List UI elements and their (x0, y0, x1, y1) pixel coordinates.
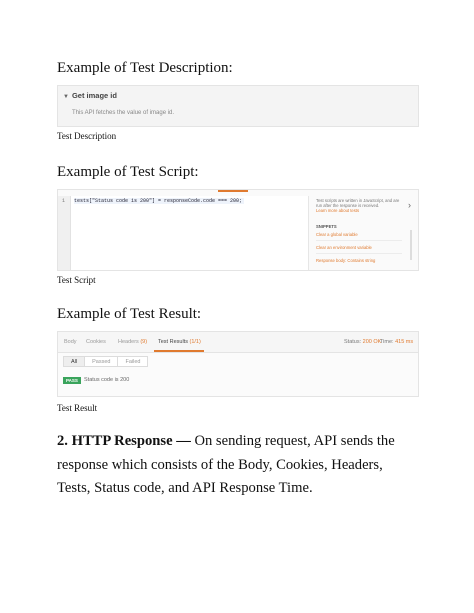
heading-test-description: Example of Test Description: (57, 60, 233, 76)
heading-test-result: Example of Test Result: (57, 306, 202, 322)
heading-test-script: Example of Test Script: (57, 164, 199, 180)
learn-more-link: Learn more about tests (316, 208, 360, 214)
tab-test-results-count: (1/1) (189, 339, 201, 345)
snippet-divider (316, 253, 402, 254)
tab-headers (118, 339, 147, 345)
caption-test-description: Test Description (57, 131, 117, 141)
time-value: 415 ms (395, 339, 414, 345)
snippet-item: Clear an environment variable (316, 245, 372, 250)
status-readout (344, 339, 381, 345)
result-filters (63, 356, 147, 367)
request-title (63, 91, 117, 100)
paragraph-heading: 2. HTTP Response — (57, 433, 191, 449)
caret-down-icon: ▼ (63, 94, 69, 100)
line-number: 1 (62, 198, 66, 204)
snippet-divider (316, 240, 402, 241)
caption-test-result: Test Result (57, 403, 98, 413)
pass-badge: PASS (63, 377, 81, 384)
caption-test-script: Test Script (57, 275, 96, 285)
time-label: Time: (380, 339, 394, 345)
active-tab-indicator (154, 350, 204, 352)
request-name: Get image id (71, 91, 117, 100)
paragraph-text: On sending request, API sends the response which consists of the Body, Cookies, Headers, Tests, Status code, and API Response Time. (57, 433, 395, 496)
test-result-screenshot (57, 331, 419, 397)
http-response-paragraph (57, 430, 397, 501)
chevron-right-icon: › (408, 200, 411, 210)
tests-help (316, 198, 406, 214)
active-tab-indicator (218, 190, 248, 192)
test-script-screenshot (57, 189, 419, 271)
tab-headers-label: Headers (118, 339, 139, 345)
tab-headers-count: (9) (140, 339, 148, 345)
code-editor (58, 196, 309, 270)
tests-help-text: Test scripts are written in JavaScript, and are run after the response is received. (316, 198, 400, 209)
status-value: 200 OK (362, 339, 382, 345)
test-result-text: Status code is 200 (84, 377, 130, 383)
test-description-screenshot (57, 85, 419, 127)
request-description: This API fetches the value of image id. (72, 110, 175, 116)
snippet-item: Clear a global variable (316, 232, 358, 237)
tab-test-results (158, 339, 201, 345)
status-label: Status: (344, 339, 362, 345)
response-tabs (58, 332, 418, 353)
snippet-item: Response body: Contains string (316, 258, 376, 263)
filter-all: All (63, 356, 85, 367)
tab-test-results-label: Test Results (158, 339, 188, 345)
code-line: tests["Status code is 200"] = responseCode.code === 200; (74, 198, 243, 204)
snippets-heading: SNIPPETS (316, 224, 337, 229)
scrollbar (410, 230, 412, 260)
tab-body: Body (64, 339, 77, 345)
filter-passed: Passed (84, 356, 118, 367)
filter-failed: Failed (117, 356, 148, 367)
editor-gutter (58, 196, 71, 270)
tab-cookies: Cookies (86, 339, 106, 345)
time-readout (380, 339, 413, 345)
